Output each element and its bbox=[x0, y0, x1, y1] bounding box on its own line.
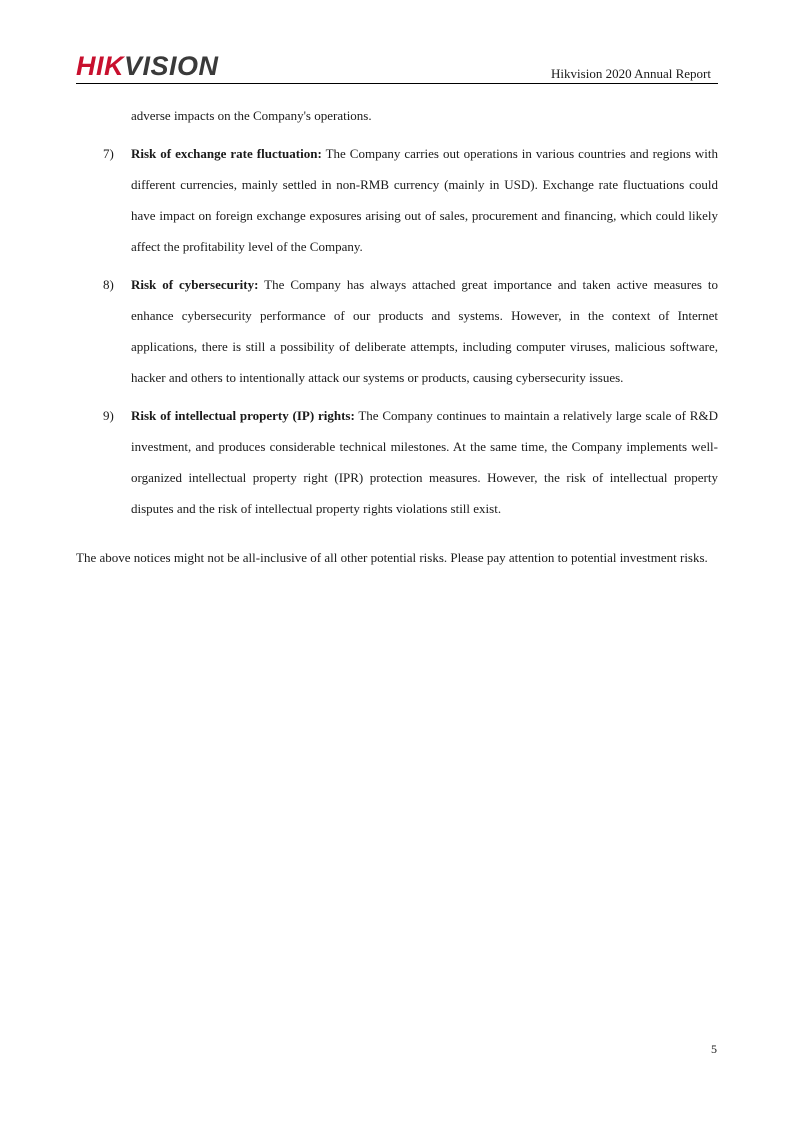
page-number: 5 bbox=[711, 1042, 717, 1056]
page-content bbox=[76, 100, 718, 570]
risk-item-text: The Company has always attached great importance and taken active measures to enhance cybersecurity performance of our products and systems. However, in the context of Internet applications, there is still a possibility of deliberate attempts, including computer viruses, malicious software, hacker and others to intentionally attack our systems or products, causing cybersecurity issues. bbox=[131, 277, 719, 385]
continuation-paragraph: adverse impacts on the Company's operations. bbox=[131, 108, 372, 123]
report-title: Hikvision 2020 Annual Report bbox=[551, 66, 711, 81]
risk-item-number: 7) bbox=[103, 146, 114, 161]
risk-item-exchange-rate bbox=[76, 138, 718, 262]
risk-item-text: The Company continues to maintain a relatively large scale of R&D investment, and produces considerable technical milestones. At the same time, the Company implements well-organized intellectual property right (IPR) protection measures. However, the risk of intellectual property disputes and the risk of intellectual property rights violations still exist. bbox=[131, 408, 718, 516]
logo-vision-text: VISION bbox=[124, 51, 219, 81]
hikvision-logo bbox=[76, 50, 219, 82]
risk-item-ip-rights bbox=[76, 400, 718, 524]
risk-item-text: The Company carries out operations in various countries and regions with different currencies, mainly settled in non-RMB currency (mainly in USD). Exchange rate fluctuations could have impact on foreign exchange exposures arising out of sales, procurement and financing, which could likely affect the profitability level of the Company. bbox=[131, 146, 718, 254]
risk-item-cybersecurity bbox=[76, 269, 718, 393]
risk-item-title: Risk of intellectual property (IP) rights: bbox=[131, 408, 355, 423]
logo-hik-text: HIK bbox=[76, 51, 124, 81]
risk-item-number: 9) bbox=[103, 408, 114, 423]
risk-item-title: Risk of cybersecurity: bbox=[131, 277, 259, 292]
closing-notice: The above notices might not be all-inclusive of all other potential risks. Please pay attention to potential investment risks. bbox=[76, 550, 708, 565]
header-divider bbox=[76, 83, 718, 84]
risk-item-title: Risk of exchange rate fluctuation: bbox=[131, 146, 322, 161]
risk-item-number: 8) bbox=[103, 277, 114, 292]
